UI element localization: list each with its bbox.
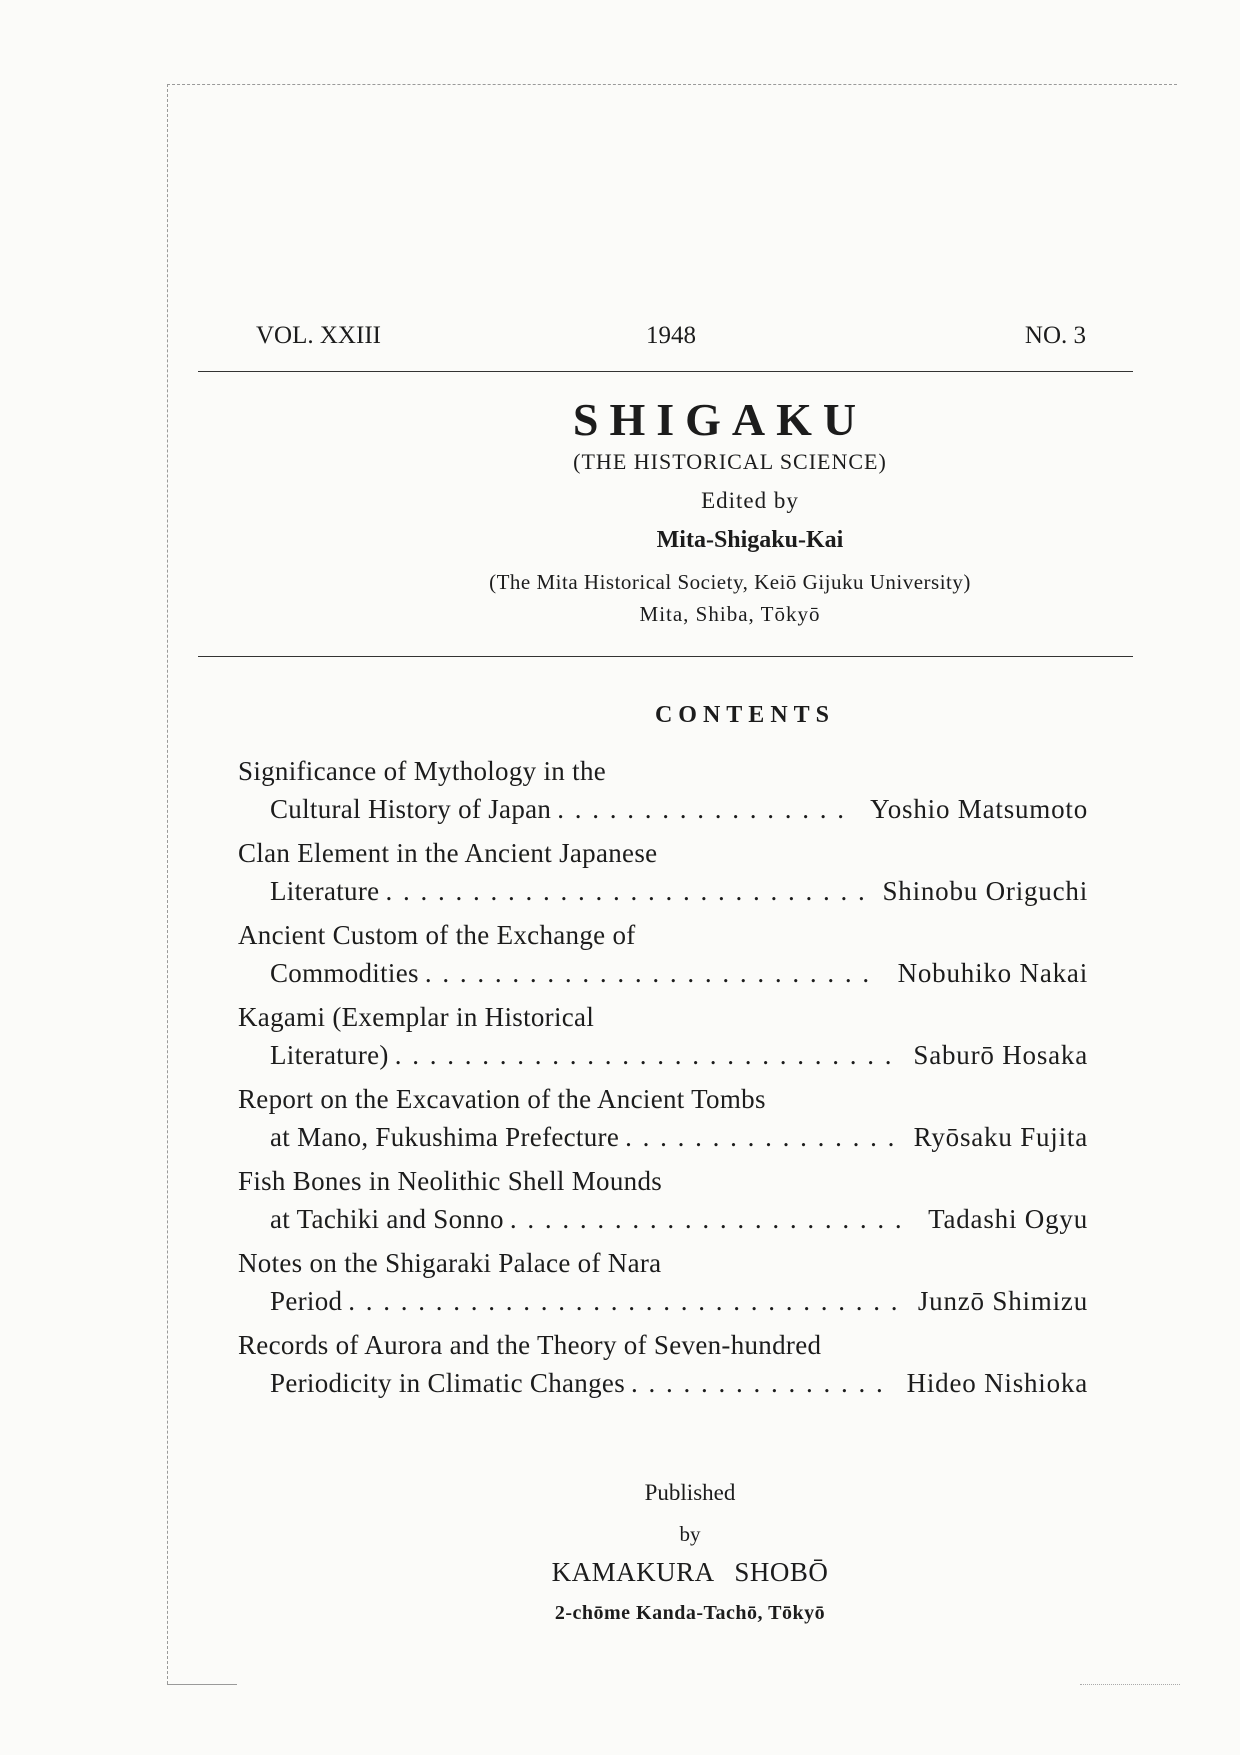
toc-entry-author: Yoshio Matsumoto — [870, 794, 1088, 824]
contents-heading: CONTENTS — [654, 702, 836, 728]
edited-by-label: Edited by — [701, 488, 799, 513]
contents-rule — [198, 656, 1133, 657]
leader-dots — [625, 1118, 896, 1156]
issue-number: NO. 3 — [1024, 322, 1086, 349]
editor-name: Mita-Shigaku-Kai — [656, 527, 844, 553]
toc-entry-author: Ryōsaku Fujita — [913, 1122, 1088, 1152]
toc-entry-title-cont: at Mano, Fukushima Prefecture — [270, 1122, 620, 1152]
toc-entry — [238, 1080, 1088, 1156]
toc-entry-title: Notes on the Shigaraki Palace of Nara — [238, 1248, 662, 1278]
leader-dots — [510, 1200, 910, 1238]
toc-entry-title-cont: Commodities — [270, 958, 419, 988]
toc-entry — [238, 1326, 1088, 1402]
leader-dots — [385, 872, 864, 910]
volume-label: VOL. XXIII — [256, 322, 381, 349]
toc-entry — [238, 1162, 1088, 1238]
toc-entry-title-cont: at Tachiki and Sonno — [270, 1204, 504, 1234]
toc-entry-author: Junzō Shimizu — [917, 1286, 1088, 1316]
issue-header — [256, 322, 1086, 356]
header-rule — [198, 371, 1133, 372]
published-by-label: by — [679, 1522, 701, 1546]
toc-entry — [238, 834, 1088, 910]
leader-dots — [425, 954, 880, 992]
toc-entry-author: Shinobu Origuchi — [882, 876, 1088, 906]
toc-entry-author: Tadashi Ogyu — [928, 1204, 1088, 1234]
published-label: Published — [644, 1480, 736, 1505]
toc-entry-title: Significance of Mythology in the — [238, 756, 607, 786]
society-location: Mita, Shiba, Tōkyō — [639, 602, 821, 626]
toc-entry — [238, 1244, 1088, 1320]
toc-entry — [238, 752, 1088, 828]
toc-entry-title: Kagami (Exemplar in Historical — [238, 1002, 595, 1032]
toc-entry-author: Saburō Hosaka — [913, 1040, 1088, 1070]
journal-subtitle: (THE HISTORICAL SCIENCE) — [573, 449, 887, 474]
toc-entry — [238, 998, 1088, 1074]
toc-entry-title-cont: Literature) — [270, 1040, 389, 1070]
year-label: 1948 — [646, 322, 696, 349]
frame-bottom-right-border — [1080, 1684, 1180, 1685]
toc-entry-author: Nobuhiko Nakai — [897, 958, 1088, 988]
leader-dots — [348, 1282, 900, 1320]
toc-entry-title: Records of Aurora and the Theory of Seven-hundred — [238, 1330, 822, 1360]
toc-entry-title-cont: Literature — [270, 876, 380, 906]
frame-left-border — [167, 84, 168, 1684]
toc-entry-title: Ancient Custom of the Exchange of — [238, 920, 636, 950]
publisher-address: 2-chōme Kanda-Tachō, Tōkyō — [554, 1602, 826, 1624]
journal-title: SHIGAKU — [572, 394, 868, 445]
leader-dots — [631, 1364, 889, 1402]
toc-entry-title: Fish Bones in Neolithic Shell Mounds — [238, 1166, 663, 1196]
frame-bottom-border — [167, 1684, 237, 1685]
toc-entry-title-cont: Period — [270, 1286, 343, 1316]
toc-entry-title: Clan Element in the Ancient Japanese — [238, 838, 658, 868]
leader-dots — [557, 790, 852, 828]
toc-entry-title-cont: Cultural History of Japan — [270, 794, 552, 824]
leader-dots — [395, 1036, 896, 1074]
toc-entry — [238, 916, 1088, 992]
publisher-name: KAMAKURA SHOBŌ — [551, 1557, 829, 1587]
frame-top-border — [167, 84, 1177, 85]
society-name: (The Mita Historical Society, Keiō Gijuku University) — [489, 570, 971, 594]
toc-entry-title: Report on the Excavation of the Ancient Tombs — [238, 1084, 766, 1114]
toc-entry-title-cont: Periodicity in Climatic Changes — [270, 1368, 625, 1398]
toc-entry-author: Hideo Nishioka — [906, 1368, 1088, 1398]
table-of-contents — [238, 752, 1088, 1408]
